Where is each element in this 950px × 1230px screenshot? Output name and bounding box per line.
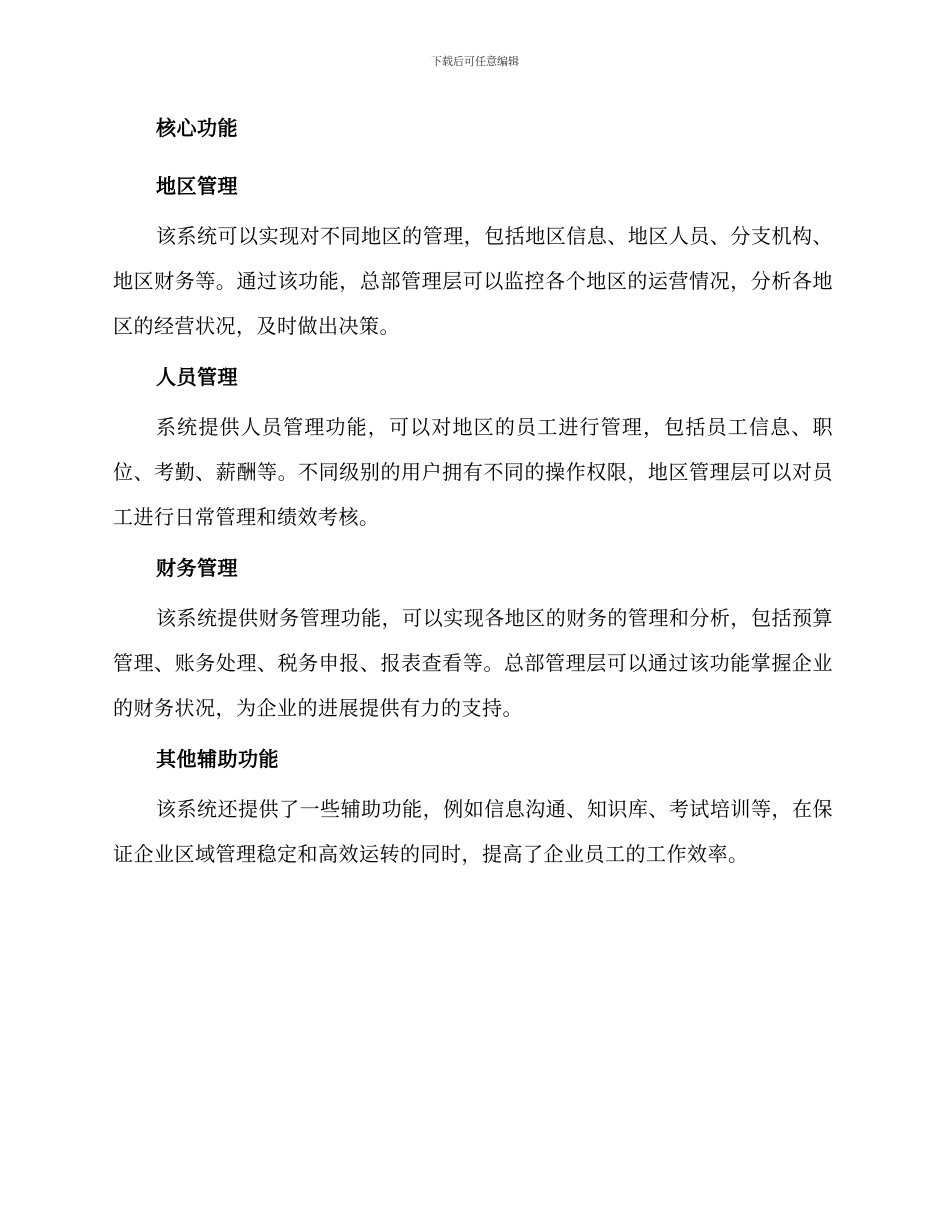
page-header: 下载后可任意编辑 [431,55,519,68]
section-body-finance: 该系统提供财务管理功能，可以实现各地区的财务的管理和分析，包括预算管理、账务处理、税务申报、报表查看等。总部管理层可以通过该功能掌握企业的财务状况，为企业的进展提供有力的支持。 [113,606,833,720]
section-body-auxiliary: 该系统还提供了一些辅助功能，例如信息沟通、知识库、考试培训等，在保证企业区域管理稳定和高效运转的同时，提高了企业员工的工作效率。 [113,797,833,866]
section-heading-region: 地区管理 [156,174,238,198]
section-body-personnel: 系统提供人员管理功能，可以对地区的员工进行管理，包括员工信息、职位、考勤、薪酬等。不同级别的用户拥有不同的操作权限，地区管理层可以对员工进行日常管理和绩效考核。 [113,415,833,529]
section-heading-auxiliary: 其他辅助功能 [156,747,279,771]
main-heading: 核心功能 [156,116,238,140]
section-heading-personnel: 人员管理 [156,365,238,389]
document-body [113,112,833,889]
section-heading-finance: 财务管理 [156,556,238,580]
section-body-region: 该系统可以实现对不同地区的管理，包括地区信息、地区人员、分支机构、地区财务等。通过该功能，总部管理层可以监控各个地区的运营情况，分析各地区的经营状况，及时做出决策。 [113,224,833,338]
